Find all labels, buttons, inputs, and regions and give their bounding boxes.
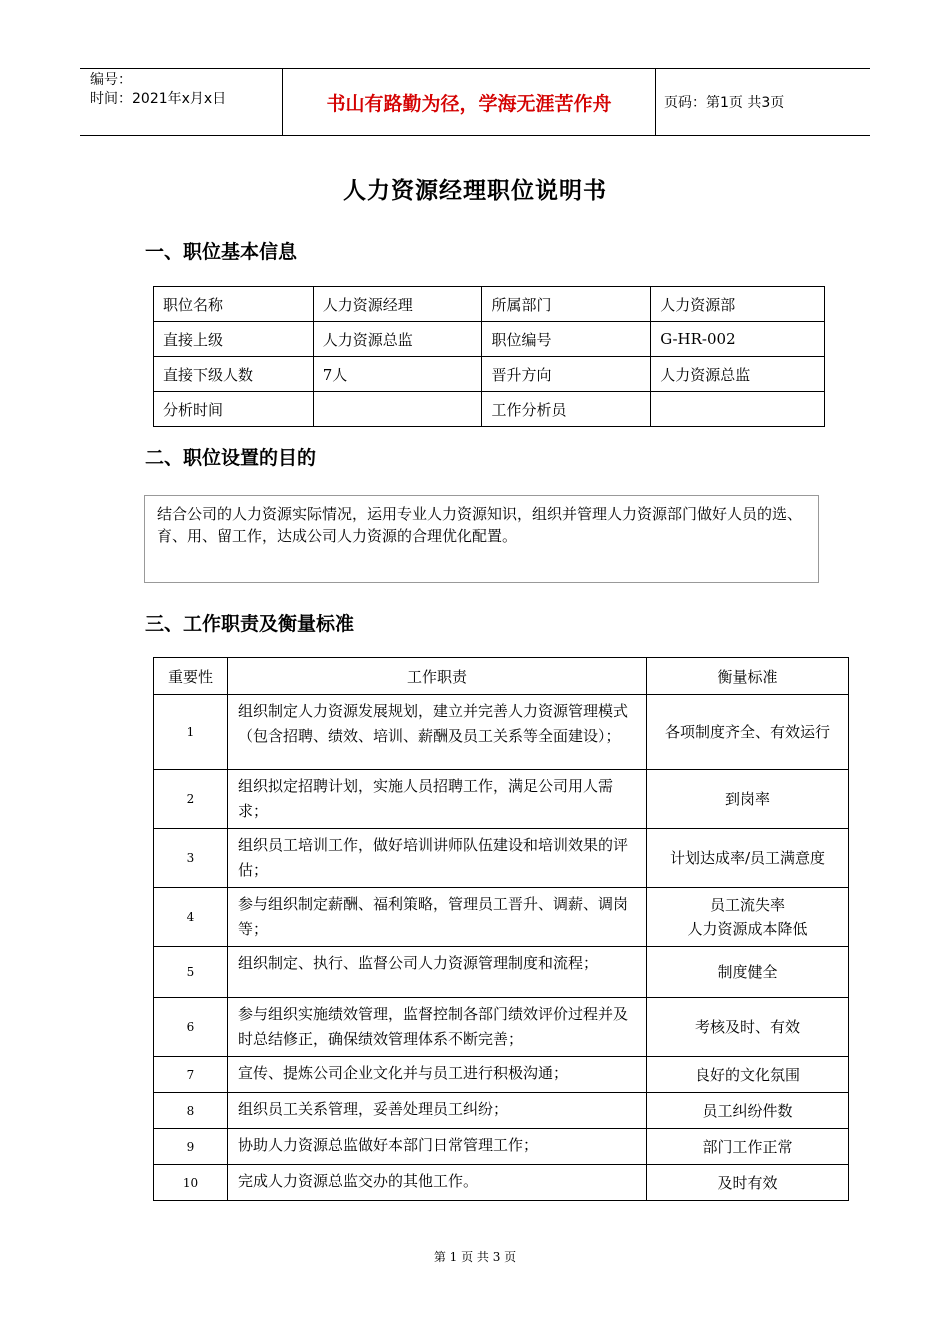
- info-label-cell: 职位名称: [154, 287, 314, 322]
- duty-description-cell: 宣传、提炼公司企业文化并与员工进行积极沟通；: [228, 1057, 647, 1093]
- doc-number-label: 编号：: [90, 72, 132, 88]
- duty-standard-cell: 计划达成率/员工满意度: [647, 829, 849, 888]
- duty-importance-cell: 2: [154, 770, 228, 829]
- info-row: [154, 287, 825, 322]
- duty-row: [154, 1057, 849, 1093]
- info-label-cell: 工作分析员: [482, 392, 651, 427]
- duty-description-cell: 完成人力资源总监交办的其他工作。: [228, 1165, 647, 1201]
- duty-description-cell: 组织拟定招聘计划，实施人员招聘工作，满足公司用人需求；: [228, 770, 647, 829]
- purpose-box: [144, 495, 819, 583]
- duty-row: [154, 829, 849, 888]
- duty-importance-cell: 4: [154, 888, 228, 947]
- section2-heading: 二、职位设置的目的: [145, 447, 317, 469]
- duty-description-cell: 组织员工培训工作，做好培训讲师队伍建设和培训效果的评估；: [228, 829, 647, 888]
- info-label-cell: 职位编号: [482, 322, 651, 357]
- info-value-cell: [313, 392, 482, 427]
- duty-standard-cell: 员工流失率 人力资源成本降低: [647, 888, 849, 947]
- info-value-cell: 人力资源经理: [313, 287, 482, 322]
- page-footer: 第 1 页 共 3 页: [433, 1250, 517, 1264]
- duty-standard-cell: 各项制度齐全、有效运行: [647, 695, 849, 770]
- document-title: 人力资源经理职位说明书: [343, 177, 607, 204]
- duty-standard-cell: 及时有效: [647, 1165, 849, 1201]
- info-label-cell: 晋升方向: [482, 357, 651, 392]
- duty-row: [154, 947, 849, 998]
- header-motto: 书山有路勤为径，学海无涯苦作舟: [326, 92, 612, 115]
- section3-heading: 三、工作职责及衡量标准: [145, 613, 355, 635]
- duty-row: [154, 770, 849, 829]
- info-value-cell: 人力资源总监: [313, 322, 482, 357]
- info-label-cell: 直接下级人数: [154, 357, 314, 392]
- duty-importance-cell: 3: [154, 829, 228, 888]
- info-label-cell: 直接上级: [154, 322, 314, 357]
- header-meta: [90, 71, 226, 109]
- section1-heading: 一、职位基本信息: [145, 241, 298, 263]
- info-value-cell: G-HR-002: [651, 322, 825, 357]
- info-label-cell: 所属部门: [482, 287, 651, 322]
- duty-importance-cell: 6: [154, 998, 228, 1057]
- duty-description-cell: 参与组织实施绩效管理，监督控制各部门绩效评价过程并及时总结修正，确保绩效管理体系不断完善；: [228, 998, 647, 1057]
- duty-row: [154, 1129, 849, 1165]
- info-value-cell: 7人: [313, 357, 482, 392]
- duty-importance-cell: 8: [154, 1093, 228, 1129]
- duty-importance-cell: 5: [154, 947, 228, 998]
- duty-standard-cell: 良好的文化氛围: [647, 1057, 849, 1093]
- header-divider-right: [655, 68, 656, 136]
- info-row: [154, 357, 825, 392]
- doc-time-label: 时间：2021年x月x日: [90, 91, 227, 107]
- basic-info-table: [153, 286, 825, 427]
- info-label-cell: 分析时间: [154, 392, 314, 427]
- duty-standard-cell: 员工纠纷件数: [647, 1093, 849, 1129]
- duty-description-cell: 组织制定、执行、监督公司人力资源管理制度和流程；: [228, 947, 647, 998]
- duty-row: [154, 1093, 849, 1129]
- duty-row: [154, 888, 849, 947]
- duty-row: [154, 998, 849, 1057]
- info-row: [154, 322, 825, 357]
- duty-row: [154, 695, 849, 770]
- duty-description-cell: 组织制定人力资源发展规划，建立并完善人力资源管理模式（包含招聘、绩效、培训、薪酬及员工关系等全面建设）；: [228, 695, 647, 770]
- duty-standard-cell: 部门工作正常: [647, 1129, 849, 1165]
- duty-description-cell: 参与组织制定薪酬、福利策略，管理员工晋升、调薪、调岗等；: [228, 888, 647, 947]
- header-duty: 工作职责: [228, 658, 647, 695]
- header-page-info: 页码：第1页 共3页: [664, 95, 785, 111]
- header-importance: 重要性: [154, 658, 228, 695]
- duty-standard-cell: 到岗率: [647, 770, 849, 829]
- info-value-cell: [651, 392, 825, 427]
- duty-standard-cell: 制度健全: [647, 947, 849, 998]
- duties-header-row: [154, 658, 849, 695]
- info-row: [154, 392, 825, 427]
- purpose-text: 结合公司的人力资源实际情况，运用专业人力资源知识，组织并管理人力资源部门做好人员的选、育、用、留工作，达成公司人力资源的合理优化配置。: [157, 505, 803, 545]
- header-standard: 衡量标准: [647, 658, 849, 695]
- duty-description-cell: 组织员工关系管理，妥善处理员工纠纷；: [228, 1093, 647, 1129]
- duty-importance-cell: 9: [154, 1129, 228, 1165]
- info-value-cell: 人力资源部: [651, 287, 825, 322]
- duty-description-cell: 协助人力资源总监做好本部门日常管理工作；: [228, 1129, 647, 1165]
- duty-standard-cell: 考核及时、有效: [647, 998, 849, 1057]
- duty-row: [154, 1165, 849, 1201]
- duties-table: [153, 657, 849, 1201]
- duty-importance-cell: 10: [154, 1165, 228, 1201]
- duty-importance-cell: 1: [154, 695, 228, 770]
- info-value-cell: 人力资源总监: [651, 357, 825, 392]
- duty-importance-cell: 7: [154, 1057, 228, 1093]
